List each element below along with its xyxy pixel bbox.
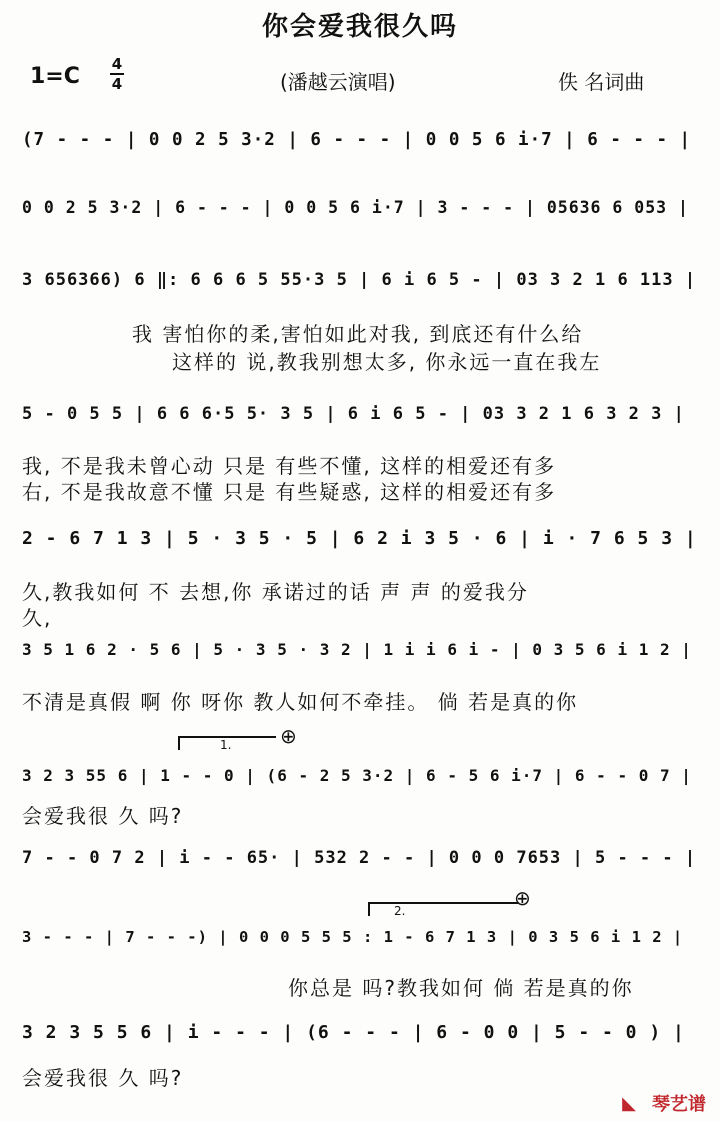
lyric-line: 我 害怕你的柔,害怕如此对我, 到底还有什么给 <box>132 322 584 346</box>
volta-label: 1. <box>220 738 232 752</box>
lyric-line: 会爱我很 久 吗? <box>22 1066 184 1090</box>
composer-credit: 佚 名词曲 <box>558 70 645 94</box>
singer-credit: (潘越云演唱) <box>280 70 396 94</box>
notation-line: 3 - - - | 7 - - -) | 0 0 0 5 5 5 : 1 - 6 7 1 3 | 0 3 5 6 i 1 2 | <box>22 928 684 946</box>
lyric-line: 久, <box>22 606 53 630</box>
time-signature <box>110 56 124 92</box>
meter-top: 4 <box>111 55 123 73</box>
coda-icon: ⊕ <box>514 886 531 910</box>
song-title: 你会爱我很久吗 <box>261 12 458 42</box>
notation-line: 2 - 6 7 1 3 | 5 · 3 5 · 5 | 6 2 i 3 5 · 6 | i · 7 6 5 3 | <box>22 528 697 549</box>
key-signature: 1=C <box>30 64 80 89</box>
lyric-line: 这样的 说,教我别想太多, 你永远一直在我左 <box>172 350 602 374</box>
lyric-line: 久,教我如何 不 去想,你 承诺过的话 声 声 的爱我分 <box>22 580 529 604</box>
notation-line: 0 0 2 5 3·2 | 6 - - - | 0 0 5 6 i·7 | 3 - - - | 05636 6 053 | <box>22 198 689 217</box>
lyric-line: 我, 不是我未曾心动 只是 有些不懂, 这样的相爱还有多 <box>22 454 557 478</box>
lyric-line: 会爱我很 久 吗? <box>22 804 184 828</box>
notation-line: 3 5 1 6 2 · 5 6 | 5 · 3 5 · 3 2 | 1 i i 6 i - | 0 3 5 6 i 1 2 | <box>22 640 692 659</box>
lyric-line: 右, 不是我故意不懂 只是 有些疑惑, 这样的相爱还有多 <box>22 480 557 504</box>
watermark-text: 琴艺谱 <box>652 1094 706 1115</box>
notation-line: 3 656366) 6 ‖: 6 6 6 5 55·3 5 | 6 i 6 5 - | 03 3 2 1 6 113 | <box>22 270 697 290</box>
notation-line: (7 - - - | 0 0 2 5 3·2 | 6 - - - | 0 0 5 6 i·7 | 6 - - - | <box>22 130 692 150</box>
volta-label: 2. <box>394 904 406 918</box>
coda-icon: ⊕ <box>280 724 297 748</box>
notation-line: 3 2 3 5 5 6 | i - - - | (6 - - - | 6 - 0 0 | 5 - - 0 ) | <box>22 1022 685 1043</box>
volta-bracket-first <box>178 736 276 750</box>
lyric-line: 你总是 吗?教我如何 倘 若是真的你 <box>288 976 634 1000</box>
notation-line: 7 - - 0 7 2 | i - - 65· | 532 2 - - | 0 0 0 7653 | 5 - - - | <box>22 848 697 868</box>
notation-line: 3 2 3 55 6 | 1 - - 0 | (6 - 2 5 3·2 | 6 - 5 6 i·7 | 6 - - 0 7 | <box>22 766 692 785</box>
logo-icon: ◣ <box>622 1093 636 1114</box>
volta-bracket-second <box>368 902 518 916</box>
lyric-line: 不清是真假 啊 你 呀你 教人如何不牵挂。 倘 若是真的你 <box>22 690 579 714</box>
notation-line: 5 - 0 5 5 | 6 6 6·5 5· 3 5 | 6 i 6 5 - | 03 3 2 1 6 3 2 3 | <box>22 404 685 424</box>
meter-bottom: 4 <box>111 75 123 93</box>
